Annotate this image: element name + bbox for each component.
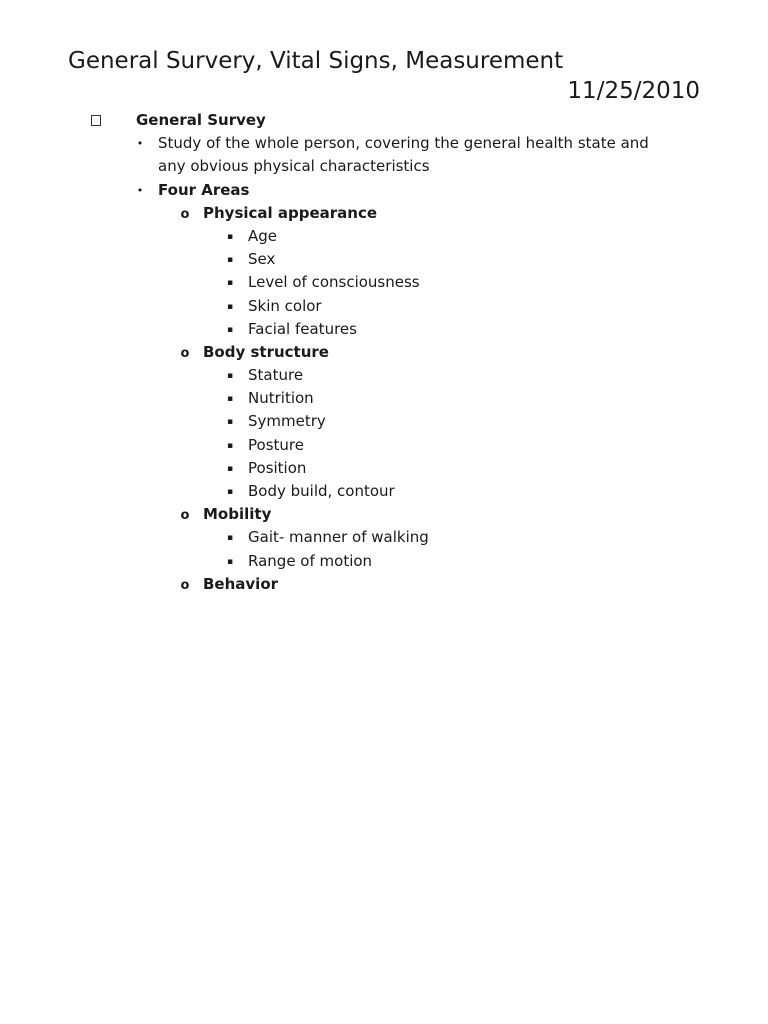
square-bullet-icon: ▪ (226, 556, 234, 567)
list-item (0, 526, 768, 549)
list-item (0, 434, 768, 457)
circle-bullet-icon: o (180, 345, 190, 361)
definition-text: Study of the whole person, covering the general health state and any obvious physical characteristics (158, 134, 649, 176)
outline-section (0, 109, 768, 132)
square-bullet-icon: ▪ (226, 440, 234, 451)
document-title: General Survery, Vital Signs, Measurement (68, 48, 564, 74)
circle-bullet-icon: o (180, 206, 190, 222)
square-bullet-icon: ▪ (226, 255, 234, 266)
square-bullet-icon: ▪ (226, 463, 234, 474)
area-label: Mobility (203, 505, 272, 524)
square-bullet-icon: ▪ (226, 487, 234, 498)
square-bullet-icon: ▪ (226, 371, 234, 382)
list-item (0, 271, 768, 294)
list-item-text: Gait- manner of walking (248, 528, 429, 547)
square-bullet-icon: ▪ (226, 324, 234, 335)
list-item (0, 480, 768, 503)
list-item (0, 550, 768, 573)
checkbox-icon (88, 109, 104, 134)
area-item (0, 503, 768, 526)
area-item (0, 573, 768, 596)
document-date: 11/25/2010 (567, 78, 700, 104)
circle-bullet-icon: o (180, 577, 190, 593)
list-item-text: Stature (248, 366, 304, 385)
list-item-text: Level of consciousness (248, 273, 420, 292)
circle-bullet-icon: o (180, 508, 190, 524)
list-item-text: Nutrition (248, 389, 314, 408)
area-item (0, 202, 768, 225)
list-item (0, 318, 768, 341)
list-item-text: Range of motion (248, 551, 373, 570)
list-item-text: Facial features (248, 319, 357, 338)
list-item-text: Position (248, 458, 307, 477)
area-label: Body structure (203, 342, 329, 361)
four-areas-item (0, 179, 768, 202)
list-item (0, 457, 768, 480)
square-bullet-icon: ▪ (226, 231, 234, 242)
section-title: General Survey (136, 111, 266, 129)
bullet-icon: • (136, 183, 144, 197)
list-item-text: Age (248, 226, 278, 245)
list-item-text: Body build, contour (248, 482, 395, 501)
area-item (0, 341, 768, 364)
list-item (0, 387, 768, 410)
list-item-text: Skin color (248, 296, 322, 315)
area-label: Behavior (203, 574, 279, 593)
four-areas-label: Four Areas (158, 180, 250, 199)
definition-item (0, 132, 768, 178)
list-item-text: Symmetry (248, 412, 326, 431)
area-label: Physical appearance (203, 203, 378, 222)
list-item-text: Posture (248, 435, 304, 454)
square-bullet-icon: ▪ (226, 301, 234, 312)
bullet-icon: • (136, 137, 144, 151)
square-bullet-icon: ▪ (226, 417, 234, 428)
list-item (0, 295, 768, 318)
list-item (0, 364, 768, 387)
square-bullet-icon: ▪ (226, 278, 234, 289)
list-item (0, 248, 768, 271)
list-item (0, 410, 768, 433)
list-item-text: Sex (248, 250, 276, 269)
list-item (0, 225, 768, 248)
outline (0, 109, 768, 596)
square-bullet-icon: ▪ (226, 533, 234, 544)
square-bullet-icon: ▪ (226, 394, 234, 405)
